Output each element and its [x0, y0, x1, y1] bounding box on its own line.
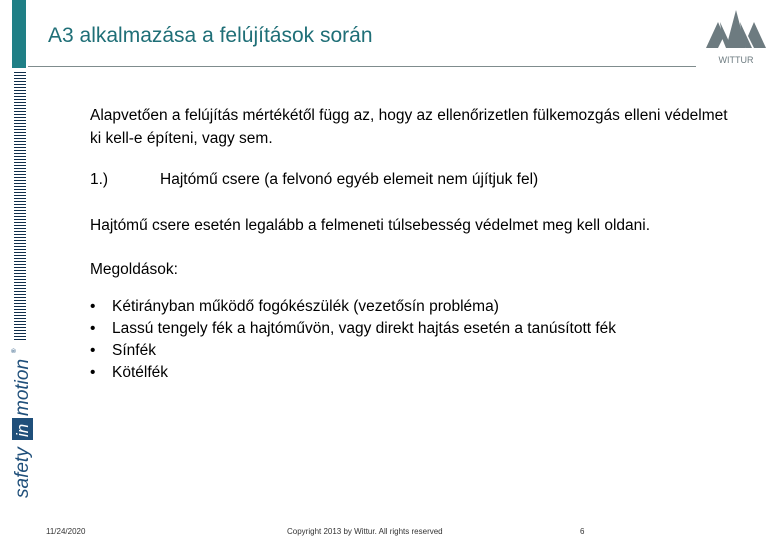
- page-title: A3 alkalmazása a felújítások során: [48, 24, 373, 47]
- svg-text:®: ®: [12, 348, 18, 353]
- solutions-heading: Megoldások:: [90, 261, 178, 278]
- svg-text:safety: safety: [12, 447, 33, 498]
- list-item-text: Lassú tengely fék a hajtóművön, vagy direkt hajtás esetén a tanúsított fék: [112, 320, 617, 337]
- svg-text:in: in: [13, 423, 32, 437]
- item-number: 1.): [90, 171, 109, 188]
- bullet-marker: •: [90, 342, 96, 359]
- list-item: [90, 340, 616, 362]
- item-text: Hajtómű csere (a felvonó egyéb elemeit nem újítjuk fel): [160, 171, 539, 188]
- solutions-list: [90, 296, 616, 384]
- list-item-text: Kétirányban működő fogókészülék (vezetősín probléma): [112, 298, 499, 315]
- title-accent-bar: [12, 0, 26, 68]
- bullet-marker: •: [90, 320, 96, 337]
- svg-text:motion: motion: [12, 358, 33, 416]
- bullet-marker: •: [90, 364, 96, 381]
- safety-in-motion-logo: [6, 348, 36, 500]
- list-item: [90, 296, 616, 318]
- list-item-text: Sínfék: [112, 342, 156, 359]
- wittur-logo-text: WITTUR: [718, 55, 754, 65]
- decorative-stripes: [14, 72, 26, 340]
- footer-copyright: Copyright 2013 by Wittur. All rights reserved: [287, 527, 443, 536]
- footer-date: 11/24/2020: [46, 527, 86, 536]
- statement-paragraph: Hajtómű csere esetén legalább a felmeneti túlsebesség védelmet meg kell oldani.: [90, 217, 651, 234]
- numbered-item: [90, 168, 538, 191]
- footer-page-number: 6: [580, 527, 585, 536]
- intro-paragraph: Alapvetően a felújítás mértékétől függ az, hogy az ellenőrizetlen fülkemozgás elleni védelmet ki kell-e építeni, vagy sem.: [90, 107, 728, 147]
- list-item: [90, 362, 616, 384]
- bullet-marker: •: [90, 298, 96, 315]
- list-item-text: Kötélfék: [112, 364, 169, 381]
- wittur-logo: [702, 8, 770, 68]
- list-item: [90, 318, 616, 340]
- title-divider: [28, 66, 696, 67]
